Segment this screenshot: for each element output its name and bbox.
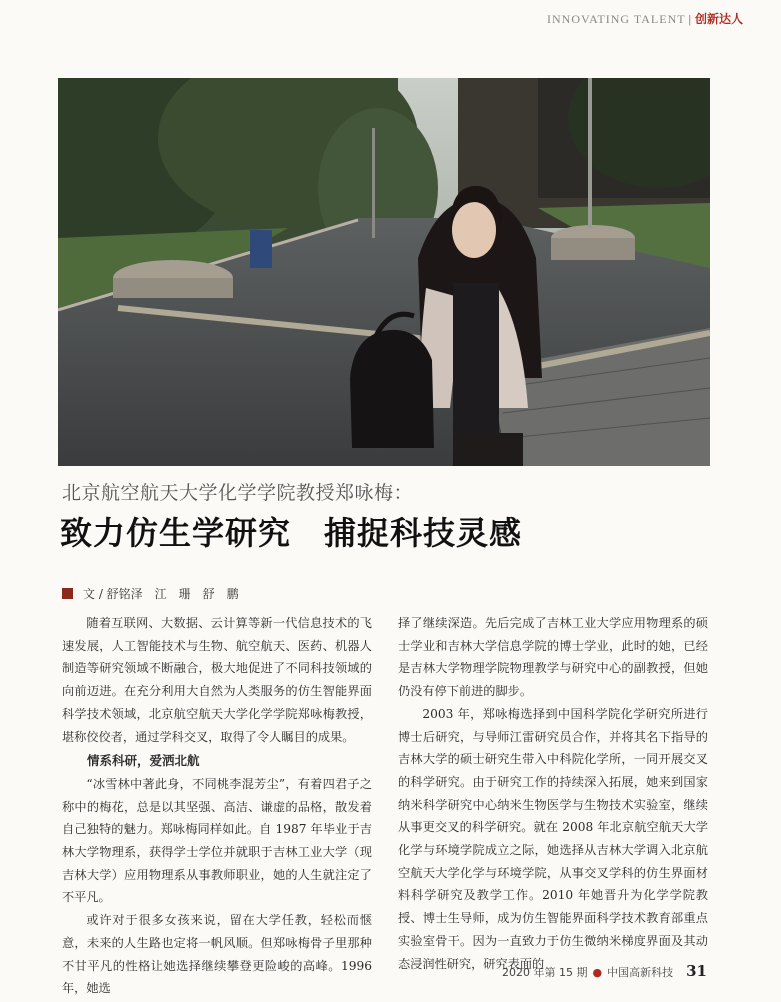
section-label-cn: 创新达人 bbox=[694, 12, 743, 26]
page-footer bbox=[502, 962, 707, 980]
article-photo bbox=[58, 78, 710, 466]
magazine-logo-icon: ● bbox=[592, 966, 603, 979]
article-kicker: 北京航空航天大学化学学院教授郑咏梅： bbox=[62, 482, 414, 504]
article-title: 致力仿生学研究 捕捉科技灵感 bbox=[60, 514, 523, 552]
section-label-en: INNOVATING TALENT bbox=[546, 12, 686, 26]
magazine-name: 中国高新科技 bbox=[607, 966, 674, 979]
page-header bbox=[547, 10, 743, 27]
byline-text: 文 / 舒铭泽 江 珊 舒 鹏 bbox=[83, 587, 239, 601]
campus-portrait-illustration bbox=[58, 78, 710, 466]
paragraph: 择了继续深造。先后完成了吉林工业大学应用物理系的硕士学业和吉林大学信息学院的博士学业，此时的她，已经是吉林大学物理学院物理教学与研究中心的副教授，但她仍没有停下前进的脚步。 bbox=[398, 616, 708, 699]
paragraph: 2003 年，郑咏梅选择到中国科学院化学研究所进行博士后研究，与导师江雷研究员合作，并将其名下指导的吉林大学的硕士研究生带入中科院化学所，一同开展交叉的科学研究。由于研究工作的持续深入拓展，她来到国家纳米科学研究中心纳米生物医学与生物技术实验室，继续从事更交叉的科学研究。就在 2008 年北京航空航天大学化学与环境学院成立之际，她选择从吉林大学调入北京航空航天大学化学与环境学院，从事交叉学科的仿生界面材料科学研究及教学工作。2010 年她晋升为化学学院教授、博士生导师，成为仿生智能界面科学技术教育部重点实验室骨干。因为一直致力于仿生微纳米梯度界面及其动态浸润性研究，研究表面的 bbox=[398, 706, 708, 971]
header-divider: | bbox=[688, 12, 692, 26]
byline bbox=[62, 585, 239, 602]
section-heading: 情系科研，爱洒北航 bbox=[87, 753, 200, 769]
issue-label: 2020 年第 15 期 bbox=[502, 966, 588, 979]
body-column-right bbox=[398, 612, 708, 975]
byline-square-icon bbox=[62, 588, 73, 599]
paragraph: “冰雪林中著此身，不同桃李混芳尘”，有着四君子之称中的梅花，总是以其坚强、高洁、谦虚的品格，散发着自己独特的魅力。郑咏梅同样如此。自 1987 年毕业于吉林大学物理系，获得学士学位并就职于吉林工业大学（现吉林大学）应用物理系从事教师职业，她的人生就注定了不平凡。 bbox=[62, 776, 372, 905]
paragraph: 或许对于很多女孩来说，留在大学任教，轻松而惬意，未来的人生路也定将一帆风顺。但郑咏梅骨子里那种不甘平凡的性格让她选择继续攀登更险峻的高峰。1996 年，她选 bbox=[62, 913, 372, 996]
paragraph: 随着互联网、大数据、云计算等新一代信息技术的飞速发展，人工智能技术与生物、航空航天、医药、机器人制造等研究领域不断融合，极大地促进了不同科技领域的向前迈进。在充分利用大自然为人类服务的仿生智能界面科学技术领域，北京航空航天大学化学学院郑咏梅教授，堪称佼佼者，通过学科交叉，取得了令人瞩目的成果。 bbox=[62, 616, 372, 744]
body-column-left bbox=[62, 612, 372, 1000]
page-number: 31 bbox=[686, 962, 707, 980]
